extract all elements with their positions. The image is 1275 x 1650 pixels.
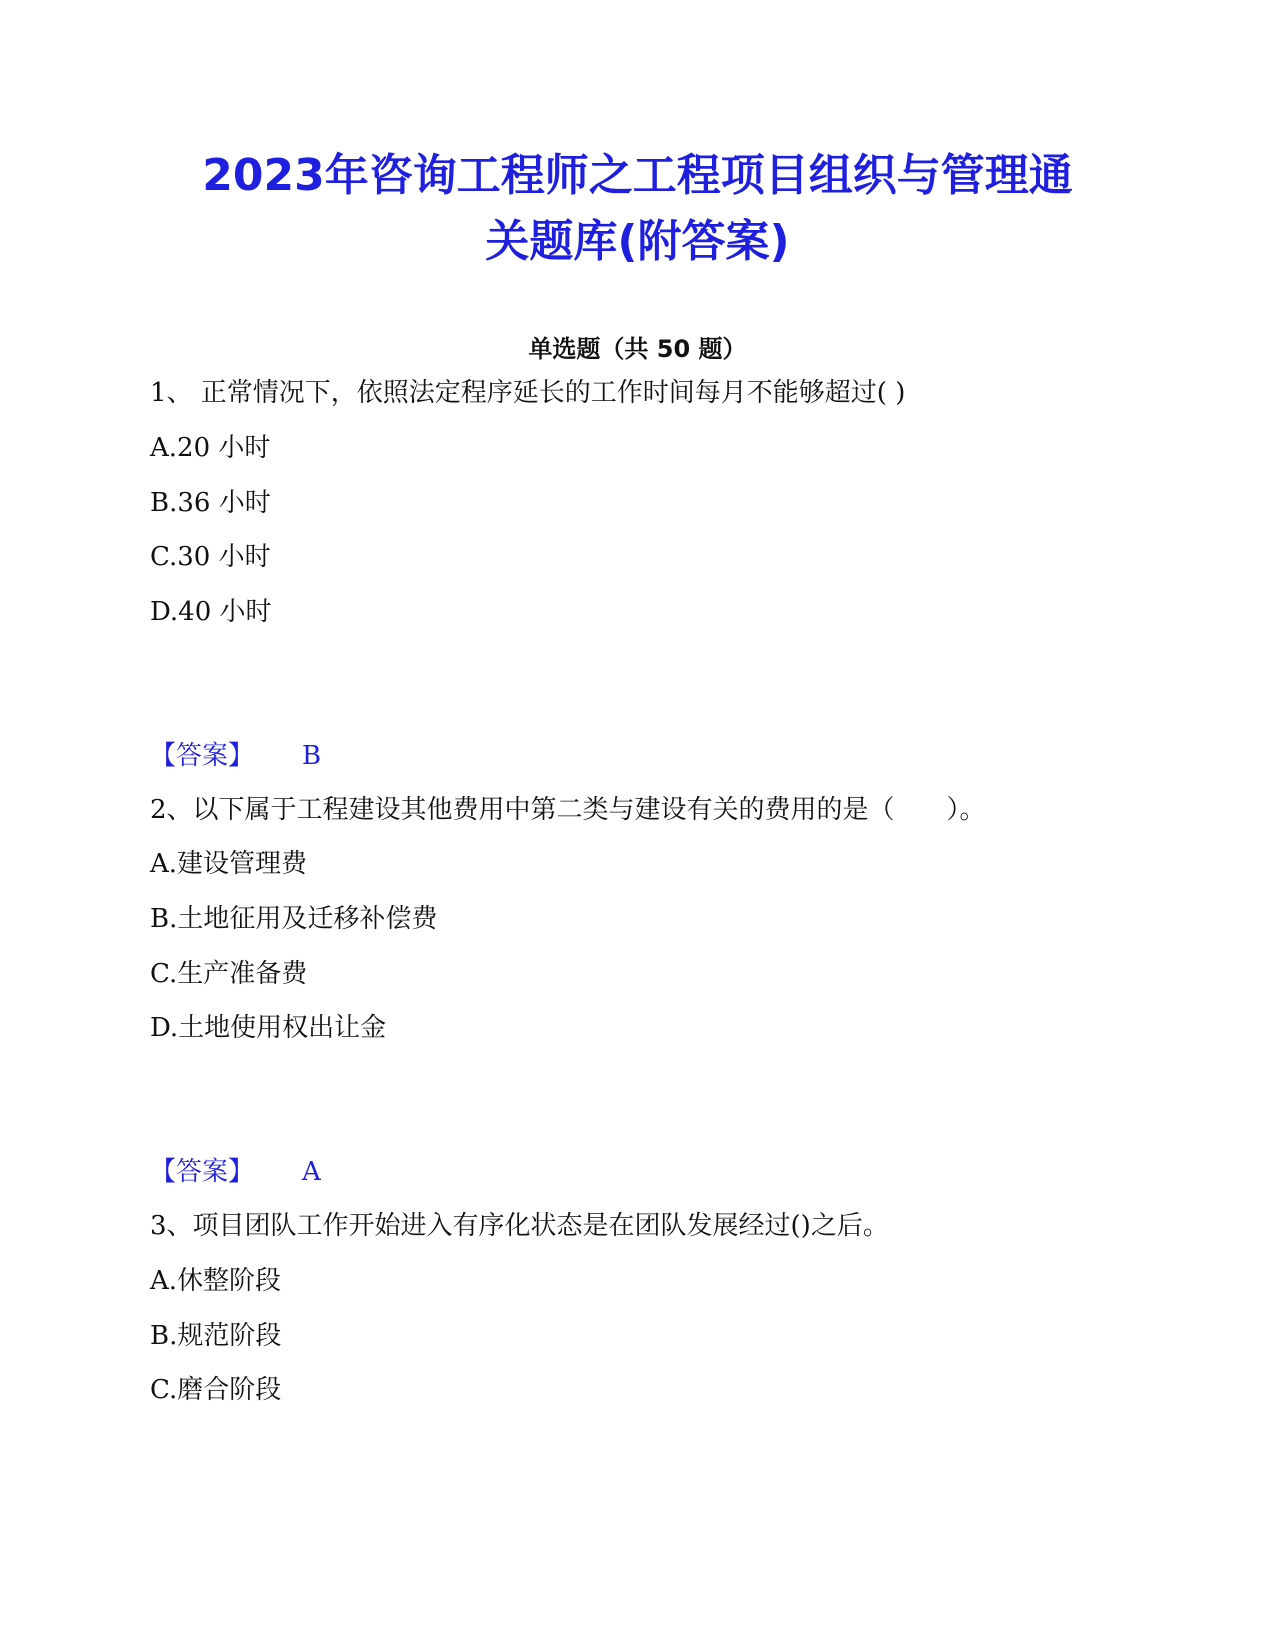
question-option: A.建设管理费	[150, 849, 308, 879]
question-option: A.20 小时	[150, 433, 271, 463]
answer-line	[150, 739, 321, 773]
document-title-line-2: 关题库(附答案)	[485, 216, 790, 267]
answer-value: B	[302, 741, 322, 771]
question-option: C.30 小时	[150, 542, 271, 572]
answer-label: 【答案】	[150, 1157, 255, 1187]
document-title-line-1: 2023年咨询工程师之工程项目组织与管理通	[202, 150, 1073, 201]
question-option: B.土地征用及迁移补偿费	[150, 904, 438, 934]
question-stem: 1、 正常情况下，依照法定程序延长的工作时间每月不能够超过( )	[150, 378, 906, 408]
question-option: C.磨合阶段	[150, 1375, 282, 1405]
question-option: B.36 小时	[150, 488, 271, 518]
section-heading: 单选题（共 50 题）	[528, 335, 747, 363]
answer-line	[150, 1155, 321, 1189]
answer-value: A	[302, 1157, 321, 1187]
answer-label: 【答案】	[150, 741, 255, 771]
question-stem: 3、项目团队工作开始进入有序化状态是在团队发展经过()之后。	[150, 1211, 889, 1241]
question-option: C.生产准备费	[150, 959, 308, 989]
question-option: D.40 小时	[150, 597, 272, 627]
question-stem: 2、以下属于工程建设其他费用中第二类与建设有关的费用的是（ ）。	[150, 795, 986, 825]
question-option: B.规范阶段	[150, 1321, 282, 1351]
question-option: A.休整阶段	[150, 1266, 282, 1296]
question-option: D.土地使用权出让金	[150, 1013, 387, 1043]
